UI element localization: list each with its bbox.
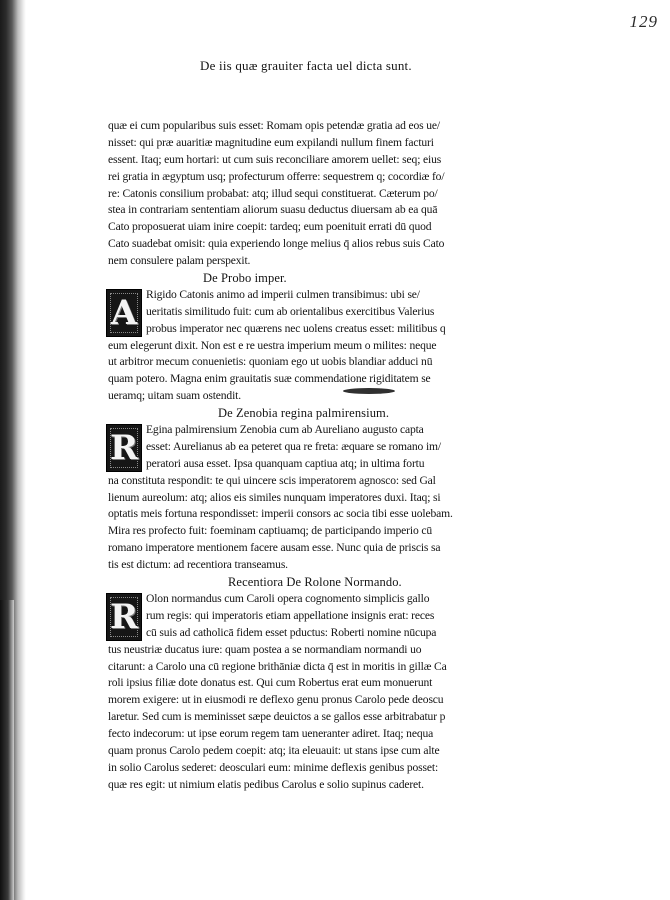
text-line: Olon normandus cum Caroli opera cognomento simplicis gallo	[146, 591, 430, 605]
text-line: Cato proposuerat uiam inire coepit: tardeq; eum poenituit errati dū quod	[108, 220, 432, 234]
section-heading-rolone: Recentiora De Rolone Normando.	[228, 575, 402, 590]
text-line: Cato suadebat omisit: quia experiendo longe melius q̄ alios rebus suis Cato	[108, 237, 445, 251]
text-line: rei gratia in ægyptum usq; profecturum offerre: sequestrem q; cocordiæ fo/	[108, 169, 445, 183]
text-line: re: Catonis consilium probabat: atq; illud sequi constituerat. Cæterum po/	[108, 186, 438, 200]
section-rolone	[108, 591, 548, 794]
text-line: rum regis: qui imperatoris etiam appellatione insignis erat: reces	[146, 608, 435, 622]
text-line: in solio Carolus sederet: deosculari eum: minime deflexis genibus posset:	[108, 760, 439, 774]
folio-number: 129	[629, 12, 658, 31]
initial-letter: A	[110, 292, 138, 333]
running-head: De iis quæ grauiter facta uel dicta sunt.	[200, 58, 412, 73]
text-line: ut arbitror mecum conuenietis: quoniam ego ut uobis blandiar adduci nū	[108, 355, 433, 369]
text-block	[108, 118, 548, 794]
text-line: tus neustriæ ducatus iure: quam postea a se normandiam normandi uo	[108, 642, 422, 656]
decorated-initial-a	[106, 289, 142, 337]
text-line: ueramq; uitam suam ostendit.	[108, 389, 241, 403]
decorated-initial-r	[106, 424, 142, 472]
text-line: probus imperator nec quærens nec uolens creatus esset: militibus q	[146, 321, 446, 335]
continuation-paragraph	[108, 118, 548, 270]
text-line: nem consulere palam perspexit.	[108, 254, 251, 268]
text-line: essent. Itaq; eum hortari: ut cum suis reconciliare amorem uellet: seq; eius	[108, 152, 442, 166]
text-line: citarunt: a Carolo una cū regione brithāniæ dicta q̄ est in moritis in gillæ Ca	[108, 659, 447, 673]
section-zenobia	[108, 422, 548, 574]
text-line: peratori ausa esset. Ipsa quanquam captiua atq; in ultima fortu	[146, 456, 425, 470]
text-line: Egina palmirensium Zenobia cum ab Aureliano augusto capta	[146, 423, 424, 437]
initial-letter: R	[109, 596, 139, 637]
text-line: Mira res profecto fuit: foeminam captiuamq; de participando imperio cū	[108, 524, 432, 538]
text-line: optatis meis fortuna respondisset: imperii consors ac socia tibi esse uolebam.	[108, 507, 453, 521]
text-line: quam potero. Magna enim grauitatis suæ commendatione rigiditatem se	[108, 372, 431, 386]
text-line: quæ ei cum popularibus suis esset: Romam opis petendæ gratia ad eos ue/	[108, 119, 440, 132]
text-line: roli ipsius filiæ dote donatus est. Qui cum Robertus erat eum monuerunt	[108, 676, 433, 690]
text-line: stea in contrariam sententiam aliorum suasu deductus diuersam ab ea quā	[108, 203, 438, 217]
initial-letter: R	[109, 428, 139, 469]
text-line: eum elegerunt dixit. Non est e re uestra imperium meum o milites: neque	[108, 338, 437, 352]
text-line: tis est dictum: ad recentiora transeamus.	[108, 558, 288, 572]
scan-binding-shadow-lower	[0, 600, 14, 900]
text-line: esset: Aurelianus ab ea peteret qua re freta: æquare se romano im/	[146, 439, 441, 453]
text-line: quæ res egit: ut nimium elatis pedibus Carolus e solio supinus caderet.	[108, 777, 424, 791]
text-line: lienum aureolum: atq; alios eis similes nunquam imperatores duxi. Itaq; si	[108, 490, 441, 504]
section-heading-probo: De Probo imper.	[203, 271, 287, 286]
text-line: fecto indecorum: ut ipse eorum regem tam ueneranter adiret. Itaq; nequa	[108, 727, 434, 741]
text-line: na constituta respondit: te qui uincere scis imperatorem agnosco: sed Gal	[108, 473, 436, 487]
text-line: nisset: qui præ auaritiæ magnitudine eum expilandi nullum finem facturi	[108, 135, 434, 149]
text-line: cū suis ad catholicā fidem esset pductus: Roberti nomine nūcupa	[146, 625, 437, 639]
text-line: romano imperatore mentionem facere ausam esse. Nunc quia de priscis sa	[108, 541, 441, 555]
decorated-initial-r-rolone	[106, 593, 142, 641]
ink-smudge	[343, 388, 395, 394]
section-probo	[108, 287, 548, 405]
text-line: laretur. Sed cum is meminisset sæpe deuictos a se gallos esse arbitrabatur p	[108, 710, 446, 724]
text-line: Rigido Catonis animo ad imperii culmen transibimus: ubi se/	[146, 287, 420, 301]
section-heading-zenobia: De Zenobia regina palmirensium.	[218, 406, 390, 421]
text-line: quam pronus Carolo pedem coepit: atq; ita eleuauit: ut stans ipse cum alte	[108, 743, 440, 757]
text-line: morem exigere: ut in eiusmodi re deflexo genu pronus Carolo pede deoscu	[108, 693, 444, 707]
text-line: ueritatis similitudo fuit: cum ab orientalibus exercitibus Valerius	[146, 304, 435, 318]
